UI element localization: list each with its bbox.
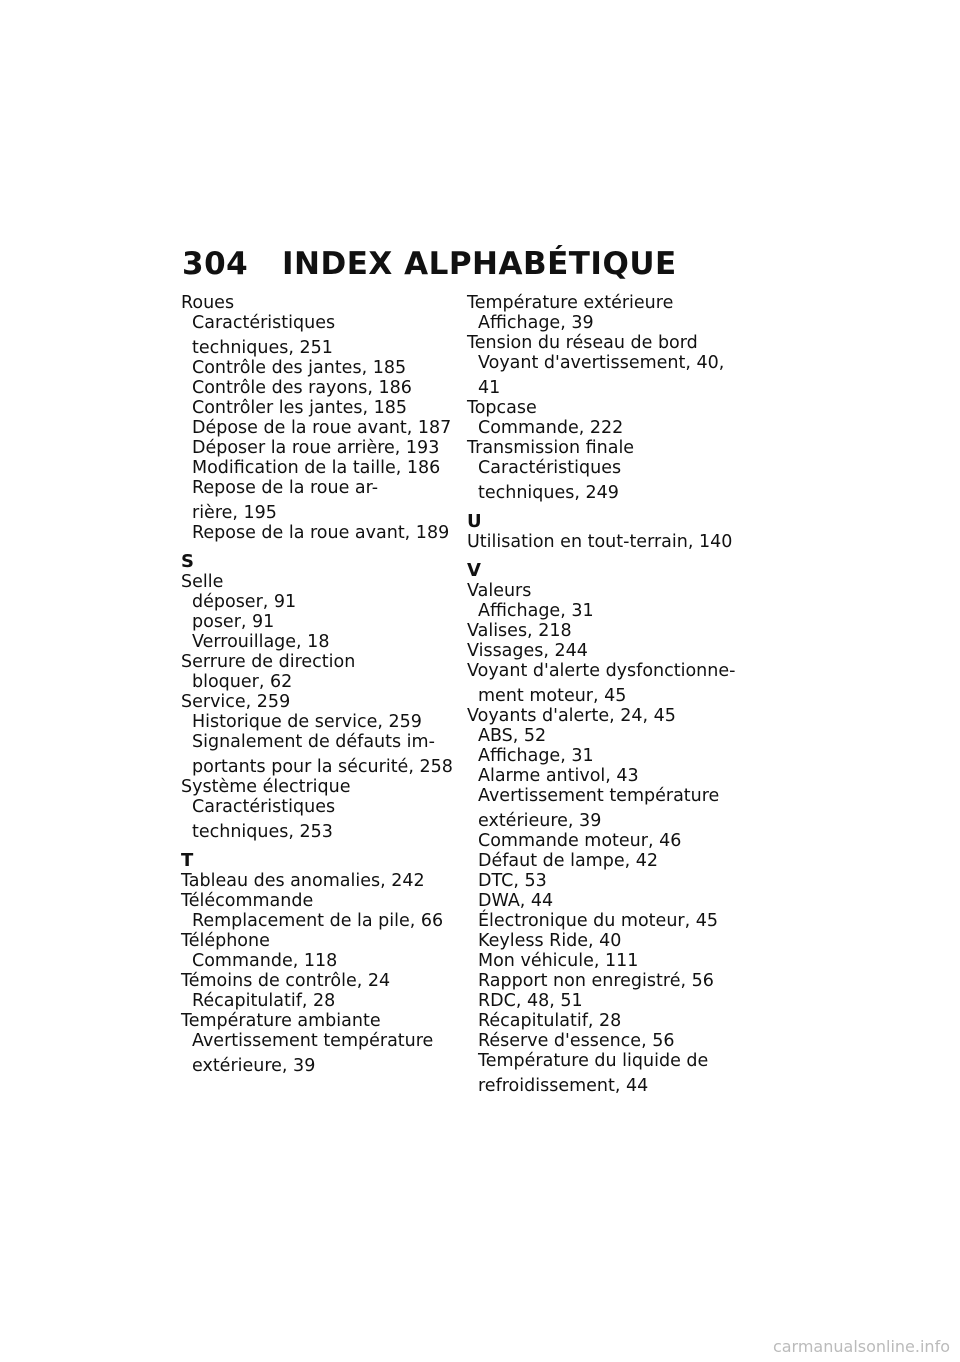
index-entry-text: Affichage, 31 <box>478 601 594 621</box>
page-header <box>182 246 677 282</box>
index-entry-text: Température du liquide de <box>478 1051 709 1071</box>
index-entry <box>181 891 453 911</box>
index-entry-text: Voyant d'avertissement, 40, <box>478 353 725 373</box>
index-entry-text: Température extérieure <box>467 293 674 313</box>
index-subentry <box>467 851 739 871</box>
index-subentry <box>181 712 453 732</box>
index-subentry <box>467 971 739 991</box>
index-subentry <box>467 931 739 951</box>
index-entry-text: Alarme antivol, 43 <box>478 766 639 786</box>
index-entry-text: Voyants d'alerte, 24, 45 <box>467 706 676 726</box>
index-entry-text: Voyant d'alerte dysfonctionne- <box>467 661 736 681</box>
index-subentry <box>467 911 739 931</box>
index-entry-text: Contrôler les jantes, 185 <box>192 398 408 418</box>
index-subentry <box>467 458 739 503</box>
index-entry-text: bloquer, 62 <box>192 672 293 692</box>
index-subentry <box>181 478 453 523</box>
index-subentry <box>181 418 453 438</box>
index-entry <box>467 333 739 353</box>
index-subentry <box>467 601 739 621</box>
index-entry-text: poser, 91 <box>192 612 275 632</box>
index-subentry <box>181 523 453 543</box>
index-subentry <box>181 612 453 632</box>
index-column-left <box>181 293 453 1076</box>
index-entry-text: Remplacement de la pile, 66 <box>192 911 444 931</box>
index-subentry <box>467 726 739 746</box>
index-entry-text: Commande moteur, 46 <box>478 831 682 851</box>
index-entry-text: ment moteur, 45 <box>478 686 627 706</box>
index-entry <box>467 621 739 641</box>
index-entry-text: Serrure de direction <box>181 652 356 672</box>
index-entry-text: Tableau des anomalies, 242 <box>181 871 425 891</box>
index-entry-text: Topcase <box>467 398 537 418</box>
page-number: 304 <box>182 246 249 282</box>
index-entry <box>181 871 453 891</box>
index-entry <box>467 581 739 601</box>
index-entry <box>467 661 739 706</box>
index-entry-text: Contrôle des jantes, 185 <box>192 358 407 378</box>
index-entry-text: Caractéristiques <box>478 458 622 478</box>
index-entry-text: DTC, 53 <box>478 871 547 891</box>
index-subentry <box>181 732 453 777</box>
index-entry-text: techniques, 253 <box>192 822 333 842</box>
index-entry-text: Dépose de la roue avant, 187 <box>192 418 452 438</box>
index-entry-text: Repose de la roue ar- <box>192 478 379 498</box>
index-entry-text: V <box>467 560 481 581</box>
index-letter-heading <box>181 552 453 572</box>
index-subentry <box>181 951 453 971</box>
index-entry-text: 41 <box>478 378 501 398</box>
index-entry-text: extérieure, 39 <box>478 811 602 831</box>
index-entry-text: Signalement de défauts im- <box>192 732 435 752</box>
index-entry-text: Témoins de contrôle, 24 <box>181 971 391 991</box>
index-entry <box>181 293 453 313</box>
index-entry-text: Électronique du moteur, 45 <box>478 911 718 931</box>
index-entry-text: Repose de la roue avant, 189 <box>192 523 450 543</box>
index-letter-heading <box>181 851 453 871</box>
index-subentry <box>467 871 739 891</box>
index-entry <box>181 652 453 672</box>
index-subentry <box>467 891 739 911</box>
index-entry-text: Avertissement température <box>192 1031 434 1051</box>
index-subentry <box>467 1031 739 1051</box>
index-entry <box>467 706 739 726</box>
index-entry <box>181 692 453 712</box>
index-subentry <box>467 353 739 398</box>
index-entry-text: Commande, 222 <box>478 418 624 438</box>
index-entry-text: Téléphone <box>181 931 270 951</box>
index-subentry <box>181 398 453 418</box>
index-entry-text: déposer, 91 <box>192 592 297 612</box>
index-entry-text: Transmission finale <box>467 438 635 458</box>
index-entry <box>467 438 739 458</box>
index-subentry <box>467 418 739 438</box>
index-entry-text: Modification de la taille, 186 <box>192 458 441 478</box>
index-entry <box>467 293 739 313</box>
index-entry-text: Roues <box>181 293 235 313</box>
index-entry-text: rière, 195 <box>192 503 277 523</box>
index-entry-text: Valeurs <box>467 581 532 601</box>
index-subentry <box>181 592 453 612</box>
index-entry-text: Verrouillage, 18 <box>192 632 330 652</box>
index-subentry <box>181 378 453 398</box>
index-entry <box>181 1011 453 1031</box>
index-entry-text: ABS, 52 <box>478 726 547 746</box>
index-subentry <box>181 632 453 652</box>
index-entry-text: S <box>181 551 194 572</box>
index-subentry <box>467 746 739 766</box>
index-entry-text: Service, 259 <box>181 692 291 712</box>
index-subentry <box>181 438 453 458</box>
index-entry <box>181 971 453 991</box>
index-entry-text: Vissages, 244 <box>467 641 588 661</box>
index-entry-text: Réserve d'essence, 56 <box>478 1031 675 1051</box>
index-entry-text: Télécommande <box>181 891 314 911</box>
index-letter-heading <box>467 512 739 532</box>
index-entry-text: Déposer la roue arrière, 193 <box>192 438 440 458</box>
index-entry-text: Défaut de lampe, 42 <box>478 851 658 871</box>
index-entry-text: Caractéristiques <box>192 797 336 817</box>
index-entry-text: Affichage, 31 <box>478 746 594 766</box>
index-column-right <box>467 293 739 1096</box>
index-entry-text: Température ambiante <box>181 1011 381 1031</box>
index-subentry <box>181 358 453 378</box>
index-subentry <box>181 1031 453 1076</box>
page-title: INDEX ALPHABÉTIQUE <box>282 246 677 282</box>
index-entry-text: RDC, 48, 51 <box>478 991 583 1011</box>
index-entry-text: Tension du réseau de bord <box>467 333 698 353</box>
index-entry-text: Système électrique <box>181 777 351 797</box>
index-entry-text: Keyless Ride, 40 <box>478 931 622 951</box>
index-subentry <box>467 831 739 851</box>
index-subentry <box>467 951 739 971</box>
index-subentry <box>467 991 739 1011</box>
index-subentry <box>467 786 739 831</box>
index-entry-text: U <box>467 511 482 532</box>
index-entry <box>467 398 739 418</box>
index-subentry <box>181 991 453 1011</box>
index-entry-text: Historique de service, 259 <box>192 712 422 732</box>
index-subentry <box>467 1011 739 1031</box>
index-entry-text: Contrôle des rayons, 186 <box>192 378 412 398</box>
index-entry <box>181 931 453 951</box>
index-subentry <box>467 1051 739 1096</box>
index-entry-text: Caractéristiques <box>192 313 336 333</box>
index-entry-text: portants pour la sécurité, 258 <box>192 757 453 777</box>
index-entry-text: Avertissement température <box>478 786 720 806</box>
index-entry-text: extérieure, 39 <box>192 1056 316 1076</box>
index-entry-text: techniques, 251 <box>192 338 333 358</box>
index-subentry <box>181 672 453 692</box>
index-subentry <box>181 313 453 358</box>
index-entry-text: Utilisation en tout-terrain, 140 <box>467 532 733 552</box>
index-entry-text: Rapport non enregistré, 56 <box>478 971 714 991</box>
index-subentry <box>181 911 453 931</box>
index-letter-heading <box>467 561 739 581</box>
index-entry-text: Commande, 118 <box>192 951 338 971</box>
index-entry-text: T <box>181 850 194 871</box>
index-subentry <box>467 313 739 333</box>
index-entry <box>181 572 453 592</box>
index-entry-text: Affichage, 39 <box>478 313 594 333</box>
index-entry-text: Récapitulatif, 28 <box>478 1011 622 1031</box>
watermark-text: carmanualsonline.info <box>772 1337 950 1356</box>
index-subentry <box>181 458 453 478</box>
index-entry-text: techniques, 249 <box>478 483 619 503</box>
index-entry <box>467 641 739 661</box>
index-subentry <box>467 766 739 786</box>
index-entry-text: Mon véhicule, 111 <box>478 951 639 971</box>
index-entry <box>467 532 739 552</box>
index-entry-text: Selle <box>181 572 224 592</box>
index-entry-text: Valises, 218 <box>467 621 572 641</box>
index-entry-text: refroidissement, 44 <box>478 1076 649 1096</box>
index-entry-text: DWA, 44 <box>478 891 554 911</box>
index-entry-text: Récapitulatif, 28 <box>192 991 336 1011</box>
index-entry <box>181 777 453 797</box>
index-subentry <box>181 797 453 842</box>
